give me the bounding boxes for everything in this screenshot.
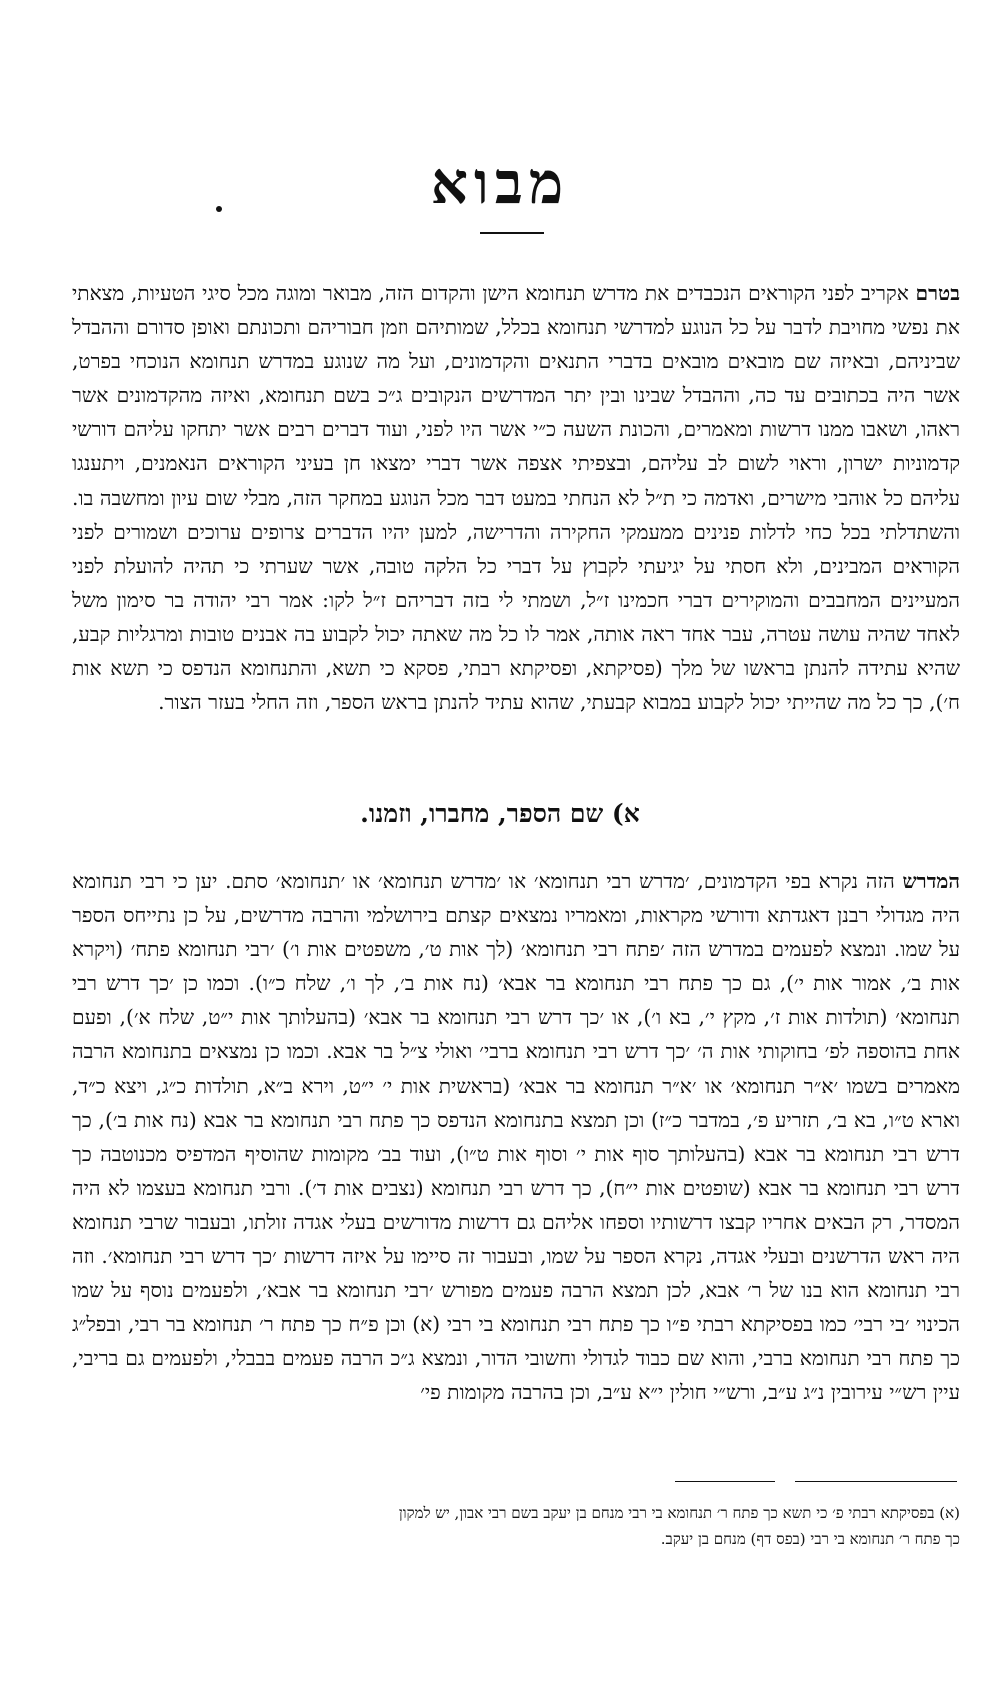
intro-paragraph bbox=[72, 276, 960, 719]
intro-text: אקריב לפני הקוראים הנכבדים את מדרש תנחומא הישן והקדום הזה, מבואר ומוגה מכל סיגי הטעיות, מצאתי את נפשי מחויבת לדבר על כל הנוגע למדרשי תנחומא בכלל, שמותיהם וזמן חבוריהם ותכונתם ואופן סדורם וההבדל שביניהם, ובאיזה שם מובאים מובאים בדברי התנאים והקדמונים, ועל מה שנוגע במדרש תנחומא הנוכחי בפרט, אשר היה בכתובים עד כה, וההבדל שבינו ובין יתר המדרשים הנקובים ג״כ בשם תנחומא, ואיזה מהקדמונים אשר ראהו, ושאבו ממנו דרשות ומאמרים, והכונת השעה כ״י אשר היו לפני, ועוד דברים רבים אשר יתחקו עליהם דורשי קדמוניות ישרון, וראוי לשום לב עליהם, ובצפיתי אצפה אשר דברי ימצאו חן בעיני הקוראים הנאמנים, ויתענגו עליהם כל אוהבי מישרים, ואדמה כי ת״ל לא הנחתי במעט דבר מכל הנוגע במחקר הזה, מבלי שום עיון ומחשבה בו. והשתדלתי בכל כחי לדלות פנינים ממעמקי החקירה והדרישה, למען יהיו הדברים צרופים ערוכים ושמורים לפני הקוראים המבינים, ולא חסתי על יגיעתי לקבוץ על דברי כל הלקה טובה, אשר שערתי כי תהיה להועלת לפני המעיינים המחבבים והמוקירים דברי חכמינו ז״ל, ושמתי לי בזה דבריהם ז״ל לקו: אמר רבי יהודה בר סימון משל לאחד שהיה עושה עטרה, עבר אחד ראה אותה, אמר לו כל מה שאתה יכול לקבוע בה אבנים טובות ומרגליות קבע, שהיא עתידה להנתן בראשו של מלך (פסיקתא, ופסיקתא רבתי, פסקא כי תשא, והתנחומא הנדפס כי תשא אות ח׳), כך כל מה שהייתי יכול לקבוע במבוא קבעתי, שהוא עתיד להנתן בראש הספר, וזה החלי בעזר הצור. bbox=[72, 281, 960, 715]
footnote-rule-left bbox=[675, 1481, 775, 1482]
footnote-text: בפסיקתא רבתי פ׳ כי תשא כך פתח ר׳ תנחומא בי רבי מנחם בן יעקב בשם רבי אבון, יש למקון bbox=[398, 1504, 935, 1522]
section-lead-word: המדרש bbox=[902, 869, 960, 893]
page-title: מבוא bbox=[430, 149, 570, 217]
intro-lead-word: בטרם bbox=[915, 281, 960, 305]
catchword: פי׳ bbox=[420, 1380, 441, 1405]
footnote bbox=[72, 1500, 960, 1552]
footnote-marker: (א) bbox=[939, 1504, 960, 1522]
title-underline bbox=[480, 232, 544, 234]
footnote-text-continued: כך פתח ר׳ תנחומא בי רבי (בפס דף) מנחם בן יעקב. bbox=[660, 1530, 960, 1548]
section-heading: א) שם הספר, מחברו, וזמנו. bbox=[360, 799, 640, 828]
footnote-rule-right bbox=[795, 1481, 957, 1482]
section-text: הזה נקרא בפי הקדמונים, ׳מדרש רבי תנחומא׳ או ׳מדרש תנחומא׳ או ׳תנחומא׳ סתם. יען כי רבי תנחומא היה מגדולי רבנן דאגדתא ודורשי מקראות, ומאמריו נמצאים קצתם בירושלמי והרבה מדרשים, על כן נתייחס הספר על שמו. ונמצא לפעמים במדרש הזה ׳פתח רבי תנחומא׳ (לך אות ט׳, משפטים אות ו׳) ׳רבי תנחומא פתח׳ (ויקרא אות ב׳, אמור אות י׳), גם כך פתח רבי תנחומא בר אבא׳ (נח אות ב׳, לך ו׳, שלח כ״ו). וכמו כן ׳כך דרש רבי תנחומא׳ (תולדות אות ז׳, מקץ י׳, בא ו׳), או ׳כך דרש רבי תנחומא בר אבא׳ (בהעלותך אות י״ט, שלח א׳), ופעם אחת בהוספה לפ׳ בחוקותי אות ה׳ ׳כך דרש רבי תנחומא ברבי׳ ואולי צ״ל בר אבא. וכמו כן נמצאים בתנחומא הרבה מאמרים בשמו ׳א״ר תנחומא׳ או ׳א״ר תנחומא בר אבא׳ (בראשית אות י׳ י״ט, וירא ב״א, תולדות כ״ג, ויצא כ״ד, וארא ט״ו, בא ב׳, תזריע פ׳, במדבר כ״ז) וכן תמצא בתנחומא הנדפס כך פתח רבי תנחומא בר אבא (נח אות ב׳), כך דרש רבי תנחומא בר אבא (בהעלותך סוף אות י׳ וסוף אות ט״ו), ועוד בב׳ מקומות שהוסיף המדפיס מכנוטבה כך דרש רבי תנחומא בר אבא (שופטים אות י״ח), כך דרש רבי תנחומא (נצבים אות ד׳). ורבי תנחומא בעצמו לא היה המסדר, רק הבאים אחריו קבצו דרשותיו וספחו אליהם גם דרשות מדורשים בעלי אגדה זולתו, ובעבור שרבי תנחומא היה ראש הדרשנים ובעלי אגדה, נקרא הספר על שמו, ובעבור זה סיימו על איזה דרשות ׳כך דרש רבי תנחומא׳. וזה רבי תנחומא הוא בנו של ר׳ אבא, לכן תמצא הרבה פעמים מפורש ׳רבי תנחומא בר אבא׳, ולפעמים נוסף על שמו הכינוי ׳בי רבי׳ כמו בפסיקתא רבתי פ״ו כך פתח רבי תנחומא בי רבי (א) וכן פ״ח כך פתח ר׳ תנחומא בר רבי, ובפל״ג כך פתח רבי תנחומא ברבי, והוא שם כבוד לגדולי וחשובי הדור, ונמצא ג״כ הרבה פעמים בבבלי, ולפעמים גם בריבי, עיין רש״י עירובין נ״ג ע״ב, ורש״י חולין י״א ע״ב, וכן בהרבה מקומות bbox=[72, 869, 960, 1405]
section-paragraph bbox=[72, 864, 960, 1410]
ink-dot bbox=[216, 206, 222, 212]
